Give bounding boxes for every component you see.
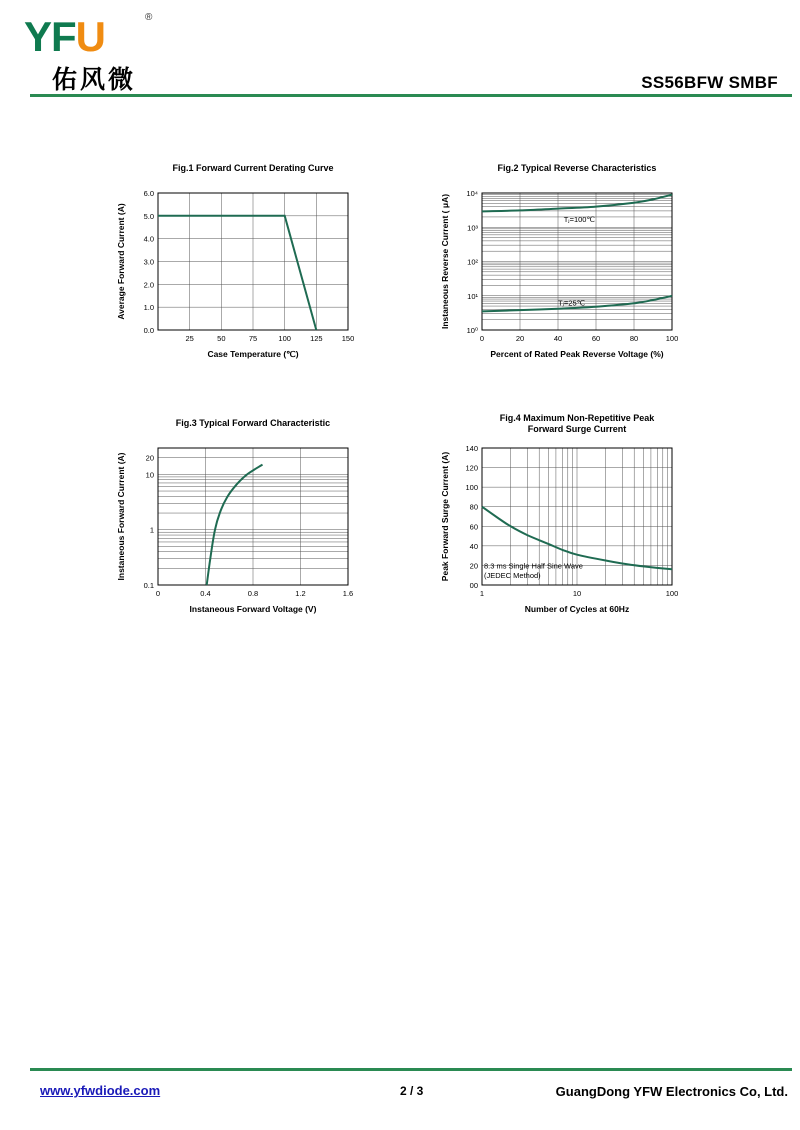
y-tick-label: 10¹ <box>467 291 478 301</box>
y-tick-label: 140 <box>465 444 478 453</box>
x-axis-label: Case Temperature (℃) <box>207 349 299 359</box>
y-tick-label: 10 <box>145 470 154 480</box>
y-tick-label: 2.0 <box>143 280 154 290</box>
chart-title: Fig.4 Maximum Non-Repetitive Peak <box>499 413 655 423</box>
y-tick-label: 10⁰ <box>466 326 478 335</box>
page-number: 2 / 3 <box>400 1084 424 1098</box>
footer-rule <box>30 1068 792 1071</box>
y-tick-label: 6.0 <box>143 189 154 198</box>
y-axis-label: Peak Forward Surge Current (A) <box>440 451 450 582</box>
y-axis-label: Instaneous Forward Current (A) <box>116 452 126 581</box>
website-link[interactable]: www.yfwdiode.com <box>40 1083 161 1098</box>
x-tick-label: 1.6 <box>342 589 354 598</box>
grid <box>158 193 348 330</box>
grid <box>158 448 348 585</box>
series-line-1 <box>482 195 672 212</box>
y-tick-label: 40 <box>469 541 478 551</box>
registered-mark: ® <box>145 12 153 23</box>
y-tick-label: 80 <box>469 502 478 512</box>
x-tick-label: 150 <box>341 334 355 343</box>
chart-fig1 <box>100 155 390 380</box>
logo-letter-f: F <box>51 13 76 60</box>
y-tick-label: 20 <box>469 561 478 571</box>
x-tick-label: 0 <box>479 334 485 343</box>
logo-letter-y: Y <box>24 13 52 60</box>
x-tick-label: 0.8 <box>247 589 259 598</box>
y-tick-label: 4.0 <box>143 234 154 244</box>
x-tick-label: 50 <box>217 334 226 343</box>
x-tick-label: 40 <box>553 334 563 343</box>
x-tick-label: 100 <box>278 334 291 343</box>
company-logo <box>24 13 106 60</box>
company-name: GuangDong YFW Electronics Co, Ltd. <box>555 1084 788 1099</box>
y-tick-label: 60 <box>469 522 478 532</box>
x-tick-label: 125 <box>310 334 323 343</box>
y-tick-label: 0.1 <box>143 581 154 590</box>
y-tick-label: 5.0 <box>143 211 154 221</box>
x-tick-label: 100 <box>665 589 679 598</box>
y-tick-label: 3.0 <box>143 257 154 267</box>
chart-title: Fig.3 Typical Forward Characteristic <box>175 418 331 428</box>
x-tick-label: 75 <box>248 334 258 343</box>
x-tick-label: 25 <box>185 334 194 343</box>
y-tick-label: 20 <box>145 453 154 463</box>
chart-fig4 <box>430 410 700 635</box>
x-axis-label: Percent of Rated Peak Reverse Voltage (%) <box>490 349 664 359</box>
x-tick-label: 0 <box>155 589 161 598</box>
y-axis-label: Average Forward Current (A) <box>116 203 126 320</box>
y-tick-label: 1 <box>149 525 154 535</box>
annotation: Tⱼ=25℃ <box>558 298 586 308</box>
y-axis-label: Instaneous Reverse Current ( μA) <box>440 193 450 330</box>
y-tick-label: 10² <box>467 257 478 267</box>
chart-title: Fig.2 Typical Reverse Characteristics <box>497 163 657 173</box>
part-number: SS56BFW SMBF <box>641 73 778 92</box>
chart-fig3 <box>100 410 390 635</box>
y-tick-label: 100 <box>465 483 478 493</box>
x-tick-label: 0.4 <box>200 589 211 598</box>
y-tick-label: 0.0 <box>143 326 154 335</box>
chart-title: Fig.1 Forward Current Derating Curve <box>172 163 334 173</box>
chart-fig2 <box>430 155 700 380</box>
x-tick-label: 20 <box>515 334 525 343</box>
x-tick-label: 100 <box>665 334 679 343</box>
x-tick-label: 10 <box>572 589 582 598</box>
x-tick-label: 60 <box>591 334 601 343</box>
x-tick-label: 80 <box>629 334 639 343</box>
logo-chinese-name: 佑风微 <box>52 65 137 94</box>
chart-title: Forward Surge Current <box>527 424 627 434</box>
y-tick-label: 00 <box>469 581 478 590</box>
series-line-1 <box>207 465 263 585</box>
y-tick-label: 10³ <box>467 223 478 233</box>
header-rule <box>30 94 792 97</box>
series-line-1 <box>158 216 316 330</box>
x-axis-label: Number of Cycles at 60Hz <box>524 604 630 614</box>
y-tick-label: 10⁴ <box>466 189 478 198</box>
x-tick-label: 1.2 <box>295 589 306 598</box>
x-tick-label: 1 <box>479 589 485 598</box>
annotation: Tⱼ=100℃ <box>563 215 595 225</box>
logo-letter-u: U <box>75 13 106 60</box>
x-axis-label: Instaneous Forward Voltage (V) <box>189 604 317 614</box>
y-tick-label: 120 <box>465 463 478 473</box>
annotation: 8.3 ms Single Half Sine Wave <box>484 561 583 571</box>
y-tick-label: 1.0 <box>143 303 154 313</box>
annotation: (JEDEC Method) <box>484 571 541 581</box>
